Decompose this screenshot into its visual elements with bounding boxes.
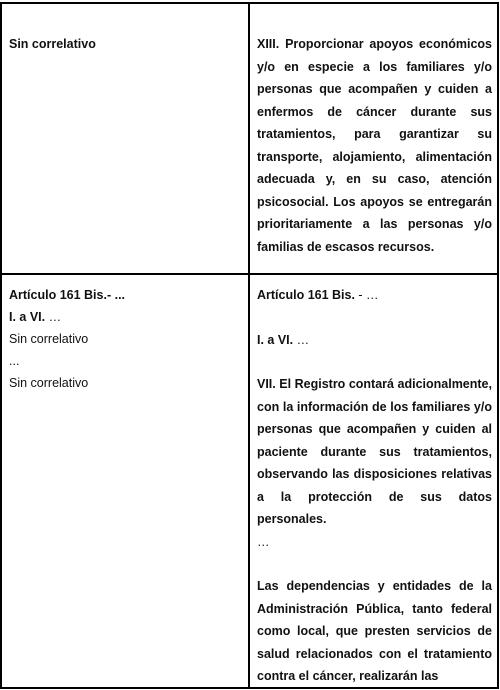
left-sin-correlativo-1: Sin correlativo: [9, 332, 89, 346]
row-divider: [0, 273, 499, 275]
dependencias-paragraph: Las dependencias y entidades de la Administración Pública, tanto federal como local, que presten servicios de salud relacionados con el tratamiento contra el cáncer, realizarán las: [257, 579, 492, 683]
row1-left-cell: [9, 33, 241, 56]
table-border-top: [0, 2, 499, 4]
right-article-line: Artículo 161 Bis. - …: [257, 288, 379, 302]
left-fractions-line: I. a VI. …: [9, 310, 62, 324]
fraction-vii-text: VII. El Registro contará adicionalmente, con la información de los familiares y/o personas que acompañen y cuiden al paciente durante sus tratamientos, observando las disposiciones relativas a la protección de sus datos personales.: [257, 377, 492, 526]
right-ellipsis: …: [257, 534, 270, 549]
table-border-right: [497, 2, 499, 688]
fraction-xiii-text: XIII. Proporcionar apoyos económicos y/o en especie a los familiares y/o personas que acompañen y cuiden a enfermos de cáncer durante sus tratamientos, para garantizar su transporte, alojamiento, alimentación adecuada y, en su caso, atención psicosocial. Los apoyos se entregarán prioritariamente a las personas y/o familias de escasos recursos.: [257, 37, 492, 254]
right-fractions-line: I. a VI. …: [257, 332, 310, 347]
sin-correlativo-heading: Sin correlativo: [9, 37, 96, 51]
row2-left-cell: [9, 284, 241, 394]
left-article-line: Artículo 161 Bis.- ...: [9, 288, 126, 302]
left-sin-correlativo-2: Sin correlativo: [9, 376, 89, 390]
left-ellipsis: ...: [9, 354, 20, 368]
row1-right-cell: [257, 33, 492, 258]
row2-right-cell: [257, 284, 492, 688]
column-divider: [248, 2, 250, 688]
table-border-left: [0, 2, 2, 688]
